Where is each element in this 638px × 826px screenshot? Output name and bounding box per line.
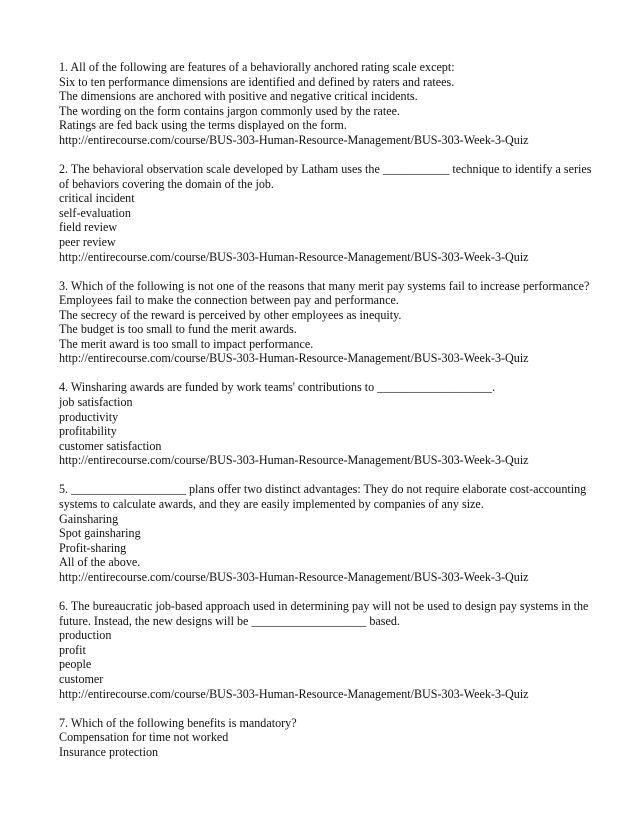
course-link[interactable]: http://entirecourse.com/course/BUS-303-Human-Resource-Management/BUS-303-Week-3-Quiz	[59, 569, 529, 584]
question-block-3	[59, 279, 598, 367]
answer-option: critical incident	[59, 191, 135, 206]
question-text: 2. The behavioral observation scale developed by Latham uses the ___________ technique to identify a series of behaviors covering the domain of the job.	[59, 161, 592, 191]
question-text: 3. Which of the following is not one of the reasons that many merit pay systems fail to increase performance?	[59, 278, 590, 293]
answer-option: Profit-sharing	[59, 540, 127, 555]
answer-option: people	[59, 657, 92, 672]
answer-option: profit	[59, 642, 86, 657]
answer-option: productivity	[59, 409, 119, 424]
course-link[interactable]: http://entirecourse.com/course/BUS-303-Human-Resource-Management/BUS-303-Week-3-Quiz	[59, 351, 529, 366]
course-link[interactable]: http://entirecourse.com/course/BUS-303-Human-Resource-Management/BUS-303-Week-3-Quiz	[59, 132, 529, 147]
answer-option: self-evaluation	[59, 205, 131, 220]
answer-option: The dimensions are anchored with positive and negative critical incidents.	[59, 89, 418, 104]
answer-option: Six to ten performance dimensions are identified and defined by raters and ratees.	[59, 74, 455, 89]
answer-option: field review	[59, 220, 118, 235]
course-link[interactable]: http://entirecourse.com/course/BUS-303-Human-Resource-Management/BUS-303-Week-3-Quiz	[59, 453, 529, 468]
question-block-1	[59, 60, 598, 148]
answer-option: The merit award is too small to impact performance.	[59, 336, 314, 351]
question-text: 1. All of the following are features of a behaviorally anchored rating scale except:	[59, 60, 455, 74]
answer-option: profitability	[59, 424, 117, 439]
course-link[interactable]: http://entirecourse.com/course/BUS-303-Human-Resource-Management/BUS-303-Week-3-Quiz	[59, 249, 529, 264]
question-text: 6. The bureaucratic job-based approach used in determining pay will not be used to design pay systems in the future. Instead, the new designs will be ___________________ based.	[59, 598, 589, 628]
question-block-5	[59, 482, 598, 584]
question-block-2	[59, 162, 598, 264]
question-block-7	[59, 716, 598, 760]
answer-option: peer review	[59, 234, 116, 249]
answer-option: The wording on the form contains jargon commonly used by the ratee.	[59, 103, 401, 118]
course-link[interactable]: http://entirecourse.com/course/BUS-303-Human-Resource-Management/BUS-303-Week-3-Quiz	[59, 686, 529, 701]
answer-option: Ratings are fed back using the terms displayed on the form.	[59, 118, 347, 133]
answer-option: job satisfaction	[59, 395, 133, 410]
answer-option: customer	[59, 671, 104, 686]
answer-option: The secrecy of the reward is perceived by other employees as inequity.	[59, 307, 402, 322]
question-text: 7. Which of the following benefits is mandatory?	[59, 715, 297, 730]
answer-option: Gainsharing	[59, 511, 119, 526]
answer-option: Employees fail to make the connection between pay and performance.	[59, 293, 399, 308]
answer-option: customer satisfaction	[59, 438, 162, 453]
answer-option: The budget is too small to fund the merit awards.	[59, 322, 297, 337]
answer-option: Spot gainsharing	[59, 526, 141, 541]
answer-option: Insurance protection	[59, 744, 159, 759]
question-text: 4. Winsharing awards are funded by work teams' contributions to ___________________.	[59, 380, 496, 395]
question-block-4	[59, 380, 598, 468]
answer-option: production	[59, 628, 112, 643]
answer-option: All of the above.	[59, 555, 141, 570]
answer-option: Compensation for time not worked	[59, 730, 229, 745]
question-block-6	[59, 599, 598, 701]
question-text: 5. ___________________ plans offer two distinct advantages: They do not require elaborate cost-accounting systems to calculate awards, and they are easily implemented by companies of any size.	[59, 482, 587, 511]
